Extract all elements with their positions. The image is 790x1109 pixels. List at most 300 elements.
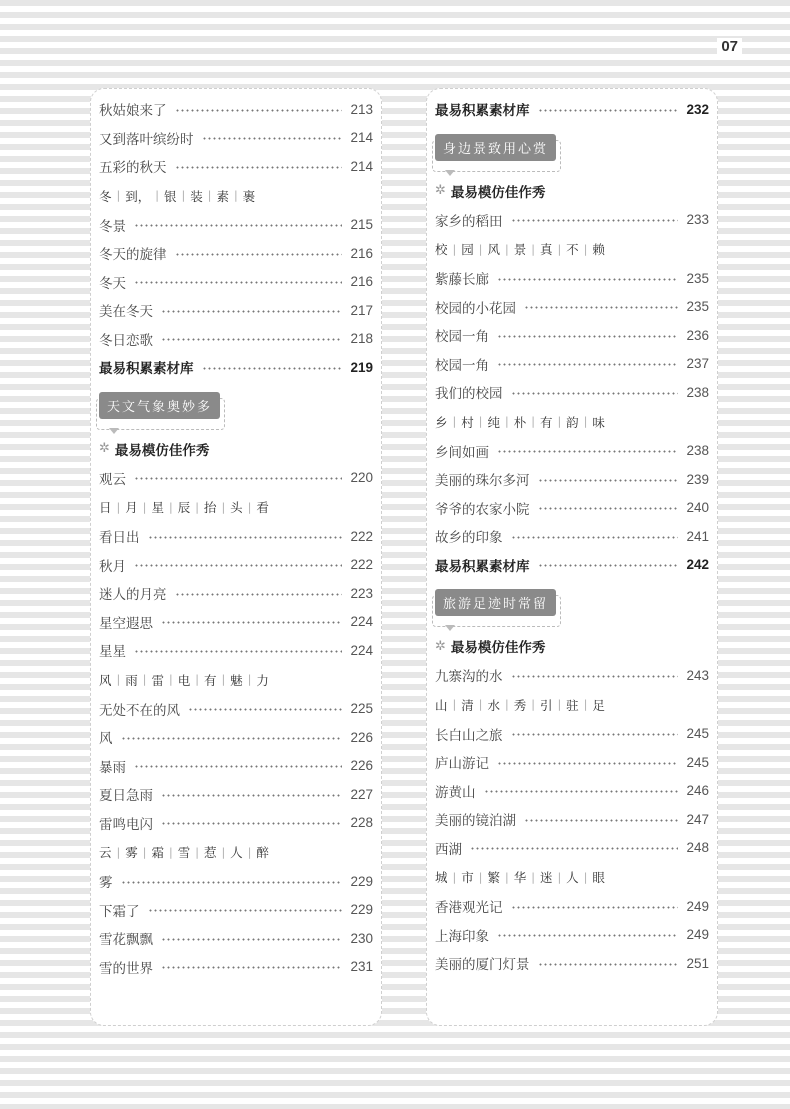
toc-entry-title: 迷人的月亮 xyxy=(99,587,167,604)
subsection-heading-char: 村 xyxy=(461,414,474,430)
toc-entry-title: 雪花飘飘 xyxy=(99,932,153,949)
toc-entry[interactable] xyxy=(99,211,373,240)
toc-entry[interactable] xyxy=(99,152,373,181)
dot-leader xyxy=(188,708,342,711)
toc-entry-title: 乡间如画 xyxy=(435,444,489,461)
separator-bar: | xyxy=(155,189,159,202)
subsection-heading-char: 秀 xyxy=(513,697,527,713)
separator-bar: | xyxy=(195,500,199,514)
dot-leader xyxy=(175,109,343,112)
toc-entry[interactable] xyxy=(99,723,373,752)
toc-entry-title: 雪的世界 xyxy=(99,960,153,977)
toc-entry-page: 239 xyxy=(686,471,709,487)
dot-leader xyxy=(175,593,343,596)
toc-entry-page: 237 xyxy=(686,356,709,372)
separator-bar: | xyxy=(531,870,535,884)
featured-heading xyxy=(435,176,709,206)
separator-bar: | xyxy=(583,698,588,711)
subsection-heading xyxy=(99,492,373,522)
toc-entry-page: 228 xyxy=(350,815,373,831)
toc-entry-page: 213 xyxy=(350,101,373,117)
dot-leader xyxy=(161,794,342,797)
separator-bar: | xyxy=(247,845,252,859)
toc-entry[interactable] xyxy=(435,437,709,466)
toc-entry-page: 226 xyxy=(350,758,373,774)
toc-entry[interactable] xyxy=(99,809,373,838)
subsection-heading-char: 风 xyxy=(99,672,112,688)
dot-leader xyxy=(175,166,343,169)
toc-entry-title: 冬景 xyxy=(99,218,126,235)
section-header xyxy=(435,579,709,631)
dot-leader xyxy=(121,737,343,740)
toc-entry-page: 214 xyxy=(350,158,373,174)
subsection-heading-char: 云 xyxy=(99,845,112,860)
separator-bar: | xyxy=(504,870,509,884)
dot-leader xyxy=(538,564,679,567)
toc-entry-material[interactable] xyxy=(435,551,709,580)
subsection-heading-char: 惹 xyxy=(203,845,217,860)
dot-leader xyxy=(497,934,678,937)
subsection-heading-char: 有 xyxy=(203,672,217,688)
toc-entry[interactable] xyxy=(435,465,709,494)
subsection-heading-char: 风 xyxy=(487,242,500,257)
gear-icon: ✲ xyxy=(99,441,110,456)
toc-entry[interactable] xyxy=(435,321,709,350)
toc-entry-material[interactable] xyxy=(99,353,373,382)
subsection-heading-char: 有 xyxy=(539,414,553,430)
toc-entry-page: 247 xyxy=(686,811,709,827)
toc-entry-title: 美丽的镜泊湖 xyxy=(435,813,516,830)
separator-bar: | xyxy=(195,845,199,859)
toc-entry[interactable] xyxy=(435,748,709,777)
dot-leader xyxy=(511,906,679,909)
toc-entry-page: 219 xyxy=(350,359,373,375)
dot-leader xyxy=(134,765,342,768)
dot-leader xyxy=(538,109,679,112)
toc-entry-page: 251 xyxy=(686,955,709,971)
toc-entry[interactable] xyxy=(435,264,709,293)
separator-bar: | xyxy=(116,189,121,202)
toc-entry-page: 249 xyxy=(686,927,709,943)
dot-leader xyxy=(497,363,678,366)
toc-entry[interactable] xyxy=(99,780,373,809)
dot-leader xyxy=(202,367,343,370)
toc-entry[interactable] xyxy=(99,268,373,297)
subsection-heading-char: 裹 xyxy=(242,188,256,204)
toc-entry-page: 224 xyxy=(350,642,373,658)
subsection-heading-char: 纯 xyxy=(487,414,500,430)
separator-bar: | xyxy=(452,870,457,884)
subsection-heading-char: 雨 xyxy=(125,672,138,688)
toc-entry[interactable] xyxy=(435,720,709,749)
subsection-heading-char: 素 xyxy=(216,188,229,204)
toc-entry-title: 校园一角 xyxy=(435,329,489,346)
subsection-heading-char: 月 xyxy=(125,500,138,515)
separator-bar: | xyxy=(583,415,588,428)
toc-entry-title: 冬天 xyxy=(99,275,126,292)
subsection-heading-char: 力 xyxy=(256,672,269,688)
toc-entry-page: 214 xyxy=(350,130,373,146)
toc-entry-title: 美丽的珠尔多河 xyxy=(435,473,530,490)
toc-entry[interactable] xyxy=(99,325,373,354)
subsection-heading-char: 赖 xyxy=(592,242,605,257)
dot-leader xyxy=(161,310,342,313)
toc-entry-title: 长白山之旅 xyxy=(435,727,503,744)
toc-entry[interactable] xyxy=(99,522,373,551)
separator-bar: | xyxy=(247,673,252,686)
toc-entry-title: 最易积累素材库 xyxy=(435,558,530,575)
subsection-heading-char: 园 xyxy=(461,242,474,257)
toc-entry-page: 238 xyxy=(686,384,709,400)
toc-entry-page: 235 xyxy=(686,299,709,315)
dot-leader xyxy=(148,909,343,912)
dot-leader xyxy=(161,338,342,341)
subsection-heading xyxy=(99,665,373,695)
section-title: 旅游足迹时常留 xyxy=(435,589,556,616)
toc-entry-title: 冬日恋歌 xyxy=(99,332,153,349)
subsection-heading-char: 辰 xyxy=(177,500,191,515)
dot-leader xyxy=(134,224,342,227)
separator-bar: | xyxy=(531,698,535,711)
toc-entry[interactable] xyxy=(99,124,373,153)
dot-leader xyxy=(511,733,679,736)
subsection-heading-char: 眼 xyxy=(592,870,605,885)
subsection-heading-char: 霜 xyxy=(151,845,164,860)
toc-entry[interactable] xyxy=(435,805,709,834)
toc-entry[interactable] xyxy=(435,293,709,322)
subsection-heading-char: 雾 xyxy=(125,845,138,860)
section-header xyxy=(99,382,373,434)
toc-entry-title: 最易积累素材库 xyxy=(99,361,194,378)
dot-leader xyxy=(161,966,342,969)
toc-entry-page: 233 xyxy=(686,212,709,228)
subsection-heading xyxy=(435,862,709,892)
toc-entry[interactable] xyxy=(99,752,373,781)
toc-entry-title: 雷鸣电闪 xyxy=(99,816,153,833)
subsection-heading-char: 繁 xyxy=(487,870,500,885)
toc-entry-page: 227 xyxy=(350,786,373,802)
toc-entry[interactable] xyxy=(435,834,709,863)
toc-entry-title: 美丽的厦门灯景 xyxy=(435,957,530,974)
dot-leader xyxy=(134,477,342,480)
subsection-heading xyxy=(435,234,709,264)
separator-bar: | xyxy=(478,242,483,256)
toc-entry-page: 249 xyxy=(686,898,709,914)
toc-entry[interactable] xyxy=(99,296,373,325)
dot-leader xyxy=(134,564,342,567)
toc-entry-title: 校园的小花园 xyxy=(435,300,516,317)
separator-bar: | xyxy=(531,242,535,256)
toc-entry-title: 暴雨 xyxy=(99,759,126,776)
page-number: 07 xyxy=(717,38,742,55)
subsection-heading-char: 头 xyxy=(230,500,243,515)
toc-entry[interactable] xyxy=(99,608,373,637)
toc-entry[interactable] xyxy=(435,494,709,523)
toc-entry-title: 我们的校园 xyxy=(435,386,503,403)
toc-entry-title: 爷爷的农家小院 xyxy=(435,501,530,518)
section-tag-wrapper xyxy=(435,589,556,616)
section-header xyxy=(435,124,709,176)
featured-heading-title: 最易模仿佳作秀 xyxy=(450,640,546,656)
toc-entry-title: 无处不在的风 xyxy=(99,702,180,719)
dot-leader xyxy=(511,392,679,395)
toc-entry-page: 216 xyxy=(350,274,373,290)
dot-leader xyxy=(538,963,679,966)
subsection-heading-char: 华 xyxy=(513,870,527,885)
separator-bar: | xyxy=(247,500,252,514)
toc-entry-title: 故乡的印象 xyxy=(435,530,503,547)
subsection-heading-char: 人 xyxy=(566,870,579,885)
subsection-heading-char: 电 xyxy=(177,672,191,688)
separator-bar: | xyxy=(233,189,238,202)
separator-bar: | xyxy=(504,242,509,256)
separator-bar: | xyxy=(478,870,483,884)
dot-leader xyxy=(511,536,679,539)
subsection-heading-char: 乡 xyxy=(435,414,448,430)
gear-icon: ✲ xyxy=(435,638,446,654)
subsection-heading-char: 城 xyxy=(435,870,448,885)
toc-entry-page: 230 xyxy=(350,930,373,946)
separator-bar: | xyxy=(116,673,121,686)
toc-entry-title: 观云 xyxy=(99,471,126,488)
subsection-heading xyxy=(435,407,709,437)
toc-entry-title: 五彩的秋天 xyxy=(99,160,167,177)
toc-entry-title: 雾 xyxy=(99,875,113,892)
toc-entry-page: 240 xyxy=(686,500,709,516)
featured-heading xyxy=(99,434,373,464)
featured-heading-title: 最易模仿佳作秀 xyxy=(450,184,546,201)
toc-entry-page: 217 xyxy=(350,302,373,318)
toc-entry-title: 上海印象 xyxy=(435,928,489,945)
subsection-heading-char: 朴 xyxy=(513,414,527,430)
subsection-heading-char: 冬 xyxy=(99,188,112,204)
toc-entry-page: 243 xyxy=(686,667,709,683)
dot-leader xyxy=(161,621,342,624)
section-title: 身边景致用心赏 xyxy=(435,134,556,161)
toc-entry[interactable] xyxy=(99,579,373,608)
toc-entry[interactable] xyxy=(435,921,709,950)
separator-bar: | xyxy=(181,189,186,202)
toc-entry-page: 242 xyxy=(686,557,709,573)
subsection-heading-char: 银 xyxy=(163,188,177,204)
toc-entry[interactable] xyxy=(99,239,373,268)
dot-leader xyxy=(497,278,678,281)
toc-entry[interactable] xyxy=(435,892,709,921)
separator-bar: | xyxy=(478,698,483,711)
toc-entry-title: 家乡的稻田 xyxy=(435,213,503,230)
dot-leader xyxy=(134,281,342,284)
toc-entry[interactable] xyxy=(99,896,373,925)
dot-leader xyxy=(511,219,679,222)
subsection-heading-char: 到， xyxy=(125,188,151,204)
toc-entry-page: 215 xyxy=(350,217,373,233)
toc-entry[interactable] xyxy=(435,206,709,235)
toc-entry-page: 218 xyxy=(350,331,373,347)
separator-bar: | xyxy=(116,500,121,514)
separator-bar: | xyxy=(168,500,173,514)
subsection-heading-char: 抬 xyxy=(203,500,217,515)
dot-leader xyxy=(121,881,343,884)
subsection-heading-char: 日 xyxy=(99,500,112,515)
toc-entry[interactable] xyxy=(99,867,373,896)
toc-entry-title: 夏日急雨 xyxy=(99,788,153,805)
dot-leader xyxy=(524,819,678,822)
subsection-heading-char: 迷 xyxy=(539,870,553,885)
toc-entry-title: 看日出 xyxy=(99,530,140,547)
separator-bar: | xyxy=(557,698,562,711)
subsection-heading-char: 星 xyxy=(151,500,164,515)
separator-bar: | xyxy=(478,415,483,428)
separator-bar: | xyxy=(504,698,509,711)
separator-bar: | xyxy=(452,698,457,711)
toc-entry-page: 224 xyxy=(350,614,373,630)
subsection-heading-char: 水 xyxy=(487,697,500,713)
subsection-heading-char: 清 xyxy=(461,697,474,713)
separator-bar: | xyxy=(142,845,147,859)
toc-entry-title: 香港观光记 xyxy=(435,900,503,917)
dot-leader xyxy=(484,790,679,793)
separator-bar: | xyxy=(207,189,212,202)
dot-leader xyxy=(497,335,678,338)
separator-bar: | xyxy=(221,673,226,686)
dot-leader xyxy=(497,450,678,453)
subsection-heading-char: 足 xyxy=(592,697,605,713)
toc-entry-page: 235 xyxy=(686,270,709,286)
dot-leader xyxy=(161,822,342,825)
toc-column-right xyxy=(426,88,718,1026)
toc-entry-page: 238 xyxy=(686,443,709,459)
toc-entry-page: 232 xyxy=(686,101,709,117)
toc-entry-title: 秋月 xyxy=(99,558,126,575)
dot-leader xyxy=(148,536,343,539)
section-title: 天文气象奥妙多 xyxy=(99,392,220,419)
dot-leader xyxy=(497,762,678,765)
toc-entry[interactable] xyxy=(99,924,373,953)
separator-bar: | xyxy=(504,415,509,428)
toc-entry-page: 245 xyxy=(686,726,709,742)
subsection-heading-char: 人 xyxy=(230,845,243,860)
toc-entry-title: 西湖 xyxy=(435,841,462,858)
toc-entry[interactable] xyxy=(99,95,373,124)
subsection-heading-char: 引 xyxy=(539,697,553,713)
speech-tail-icon xyxy=(445,625,455,631)
toc-entry[interactable] xyxy=(99,464,373,493)
toc-entry[interactable] xyxy=(99,636,373,665)
speech-tail-icon xyxy=(109,428,119,434)
toc-entry-title: 又到落叶缤纷时 xyxy=(99,131,194,148)
separator-bar: | xyxy=(221,500,226,514)
separator-bar: | xyxy=(142,673,147,686)
toc-entry-title: 游黄山 xyxy=(435,784,476,801)
section-tag-wrapper xyxy=(435,134,556,161)
toc-entry[interactable] xyxy=(435,949,709,978)
subsection-heading-char: 装 xyxy=(190,188,203,204)
separator-bar: | xyxy=(531,415,535,428)
dot-leader xyxy=(161,938,342,941)
toc-entry-page: 226 xyxy=(350,729,373,745)
subsection-heading-char: 韵 xyxy=(566,414,579,430)
separator-bar: | xyxy=(452,242,457,256)
subsection-heading xyxy=(435,690,709,720)
separator-bar: | xyxy=(221,845,226,859)
separator-bar: | xyxy=(195,673,199,686)
subsection-heading-char: 雷 xyxy=(151,672,164,688)
toc-entry-title: 九寨沟的水 xyxy=(435,669,503,686)
subsection-heading-char: 看 xyxy=(256,500,269,515)
toc-entry-page: 222 xyxy=(350,557,373,573)
subsection-heading-char: 不 xyxy=(566,242,579,257)
subsection-heading-char: 景 xyxy=(513,242,527,257)
toc-entry[interactable] xyxy=(435,777,709,806)
toc-entry[interactable] xyxy=(435,661,709,690)
featured-heading-title: 最易模仿佳作秀 xyxy=(114,442,210,459)
toc-entry-page: 245 xyxy=(686,754,709,770)
subsection-heading xyxy=(99,181,373,211)
subsection-heading-char: 真 xyxy=(539,242,553,257)
dot-leader xyxy=(524,306,678,309)
toc-entry-page: 229 xyxy=(350,873,373,889)
separator-bar: | xyxy=(116,845,121,859)
toc-entry-page: 241 xyxy=(686,528,709,544)
toc-entry[interactable] xyxy=(435,522,709,551)
toc-entry-title: 星空遐思 xyxy=(99,615,153,632)
gear-icon: ✲ xyxy=(435,183,446,198)
separator-bar: | xyxy=(557,870,562,884)
toc-entry-page: 223 xyxy=(350,585,373,601)
toc-entry[interactable] xyxy=(99,695,373,724)
dot-leader xyxy=(202,137,343,140)
toc-entry-title: 校园一角 xyxy=(435,357,489,374)
toc-entry-title: 最易积累素材库 xyxy=(435,103,530,120)
separator-bar: | xyxy=(583,242,588,256)
dot-leader xyxy=(538,479,679,482)
subsection-heading-char: 味 xyxy=(592,414,605,430)
toc-entry[interactable] xyxy=(99,953,373,982)
subsection-heading-char: 醉 xyxy=(256,845,269,860)
subsection-heading-char: 市 xyxy=(461,870,474,885)
dot-leader xyxy=(134,650,342,653)
toc-entry-title: 下霜了 xyxy=(99,903,140,920)
toc-entry-title: 风 xyxy=(99,731,113,748)
toc-entry-title: 秋姑娘来了 xyxy=(99,103,167,120)
toc-entry-page: 231 xyxy=(350,959,373,975)
toc-entry-page: 236 xyxy=(686,327,709,343)
subsection-heading xyxy=(99,837,373,867)
toc-entry[interactable] xyxy=(99,551,373,580)
separator-bar: | xyxy=(557,415,562,428)
toc-entry-page: 246 xyxy=(686,783,709,799)
toc-entry[interactable] xyxy=(435,378,709,407)
toc-entry-title: 星星 xyxy=(99,644,126,661)
dot-leader xyxy=(470,847,678,850)
toc-entry-page: 248 xyxy=(686,840,709,856)
subsection-heading-char: 山 xyxy=(435,697,448,713)
subsection-heading-char: 魅 xyxy=(230,672,243,688)
toc-entry[interactable] xyxy=(435,350,709,379)
toc-entry-page: 222 xyxy=(350,528,373,544)
toc-entry-page: 225 xyxy=(350,701,373,717)
toc-entry-title: 美在冬天 xyxy=(99,304,153,321)
toc-entry-title: 冬天的旋律 xyxy=(99,247,167,264)
dot-leader xyxy=(511,675,679,678)
toc-entry-material[interactable] xyxy=(435,95,709,124)
toc-entry-page: 220 xyxy=(350,470,373,486)
separator-bar: | xyxy=(557,242,562,256)
featured-heading xyxy=(435,631,709,661)
toc-entry-title: 庐山游记 xyxy=(435,756,489,773)
toc-entry-page: 216 xyxy=(350,245,373,261)
subsection-heading-char: 驻 xyxy=(566,697,579,713)
